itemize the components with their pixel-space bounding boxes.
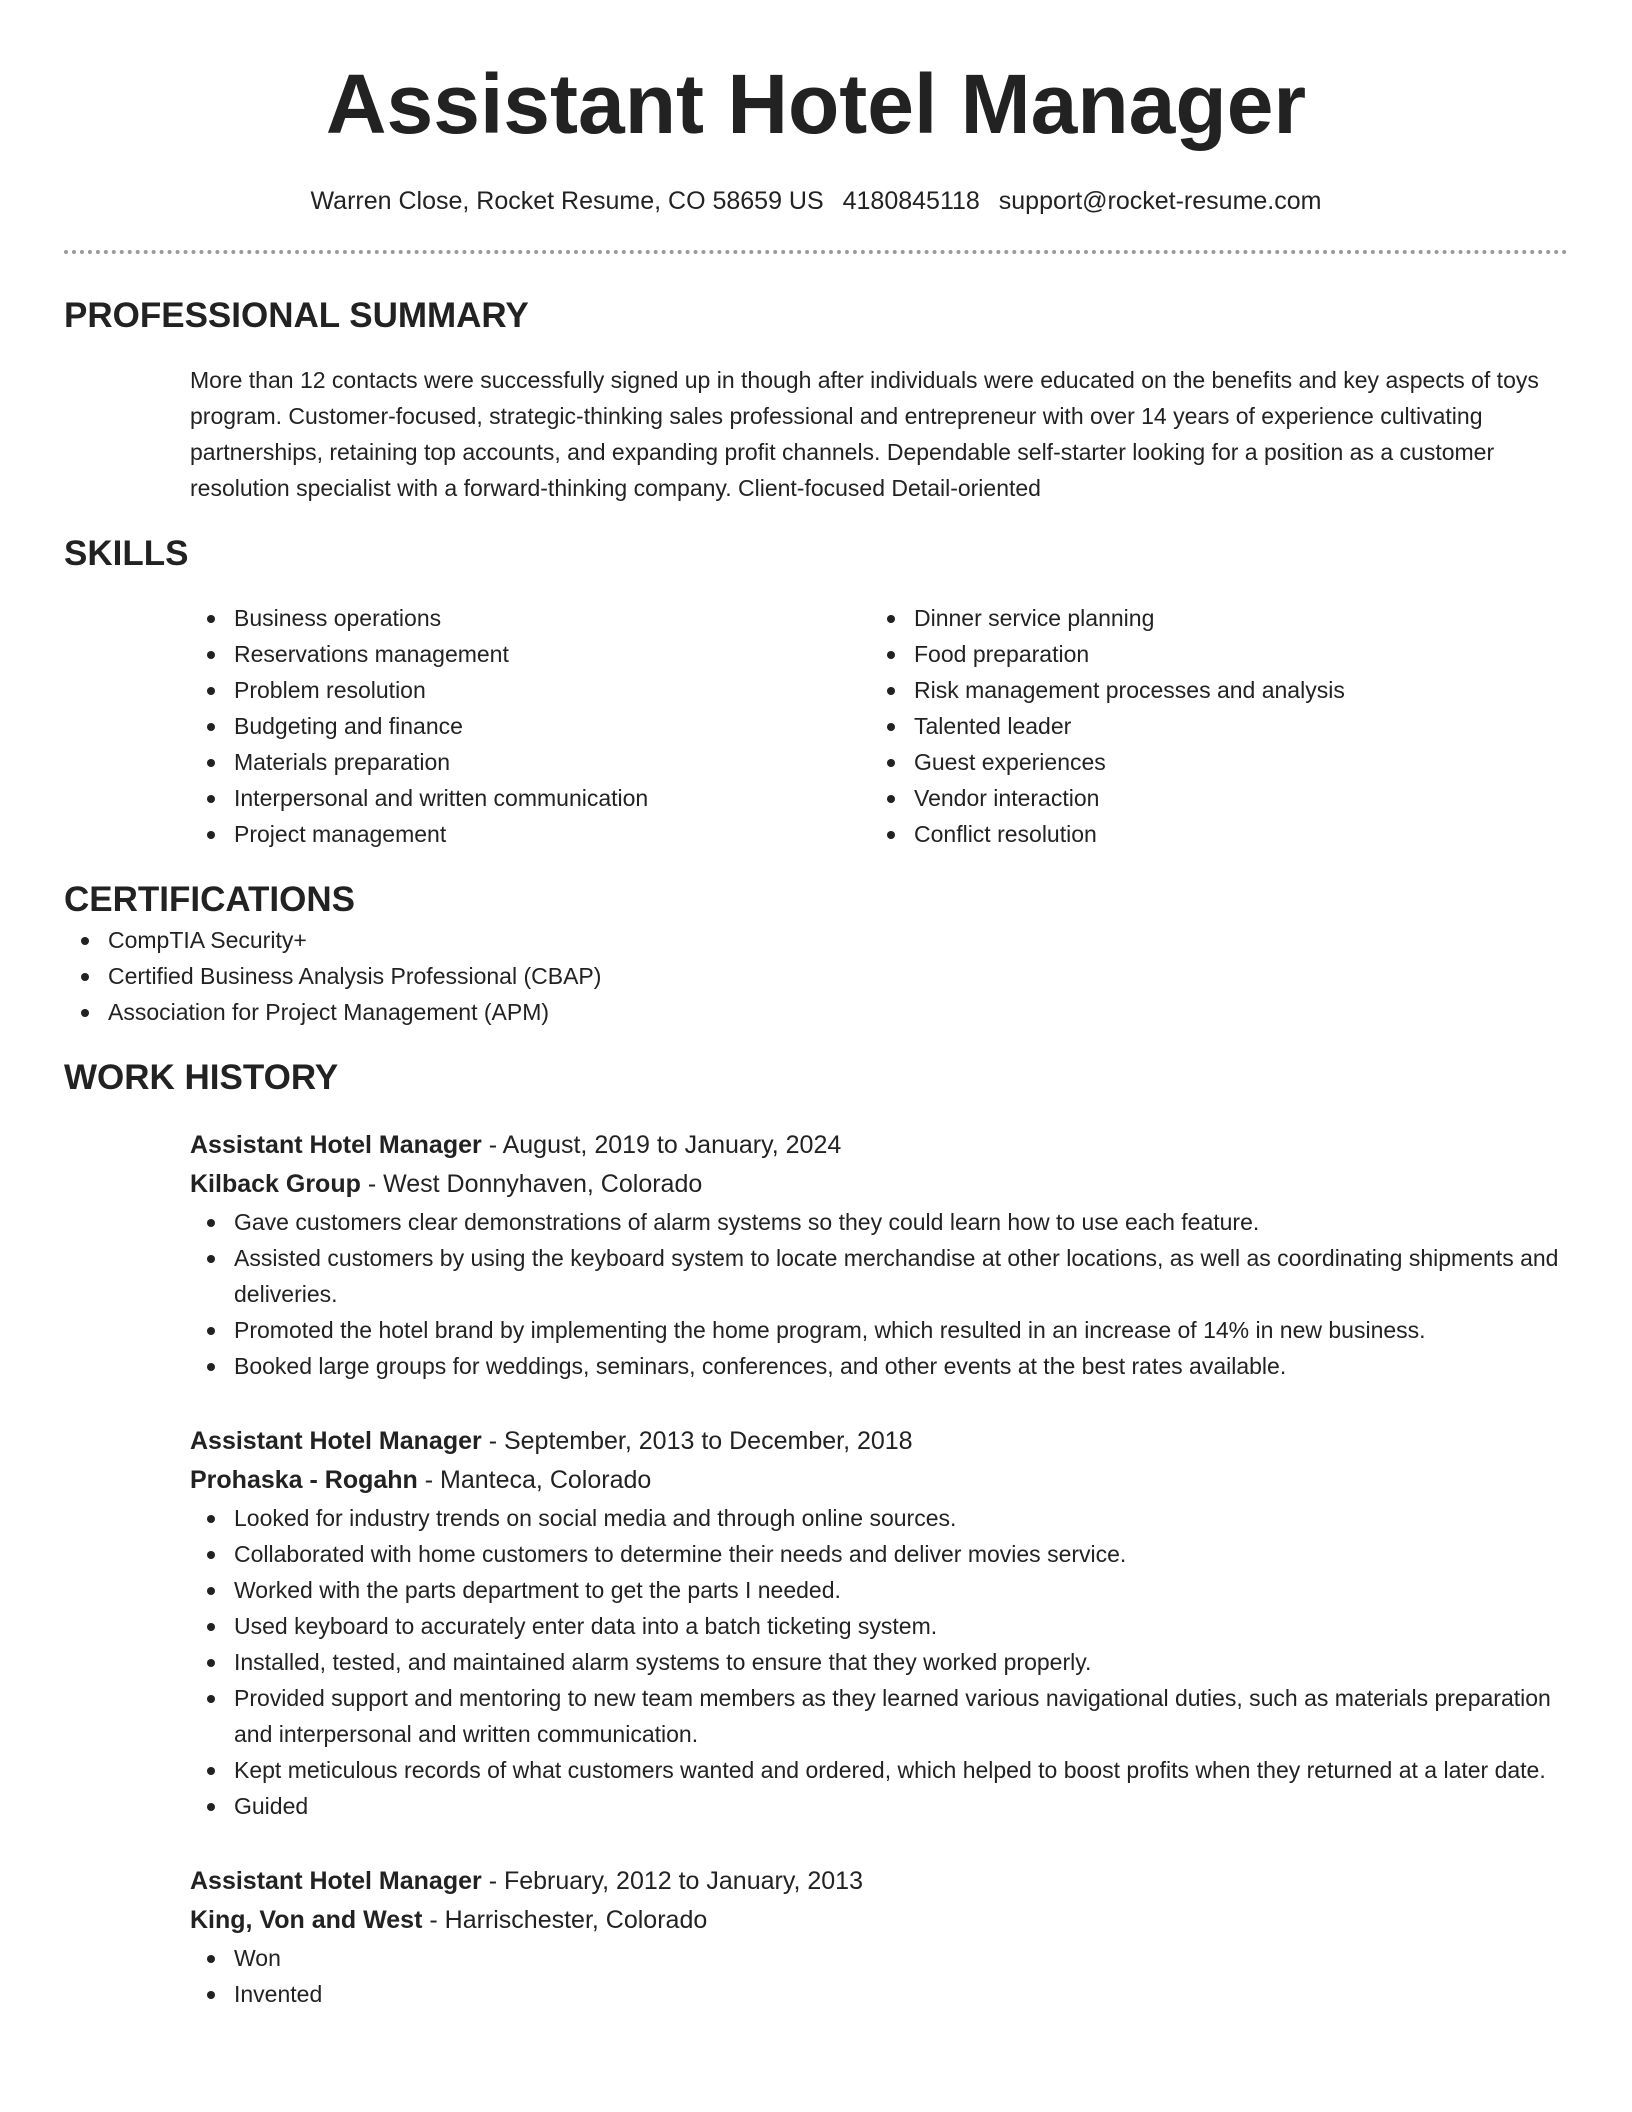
job-company-line: King, Von and West - Harrischester, Colorado [190,1906,708,1934]
header-divider [64,250,1568,254]
job-location: West Donnyhaven, Colorado [383,1170,703,1198]
job-company: Prohaska - Rogahn [190,1466,418,1494]
summary-text: More than 12 contacts were successfully signed up in though after individuals were educated on the benefits and key aspects of toys program. Customer-focused, strategic-thinking sales professional and entrepreneur with over 14 years of experience cultivating partnerships, retaining top accounts, and expanding profit channels. Dependable self-starter looking for a position as a customer resolution specialist with a forward-thinking company. Client-focused Detail-oriented [190,367,1539,501]
skills-columns [190,600,1568,852]
resume-page [64,0,1568,2012]
certification-item: Certified Business Analysis Professional (CBAP) [64,958,1568,994]
job-bullet: Collaborated with home customers to determine their needs and deliver movies service. [190,1536,1568,1572]
skills-right-column [870,600,1550,852]
job-bullet: Assisted customers by using the keyboard system to locate merchandise at other locations, as well as coordinating shipments and deliveries. [190,1240,1568,1312]
job-bullet: Guided [190,1788,1568,1824]
skill-item: Vendor interaction [870,780,1550,816]
job-entry [190,1126,1568,1384]
job-role: Assistant Hotel Manager [190,1427,482,1455]
skill-item: Budgeting and finance [190,708,870,744]
certification-item: Association for Project Management (APM) [64,994,1568,1030]
skill-item: Risk management processes and analysis [870,672,1550,708]
job-bullets [190,1500,1568,1824]
job-bullet: Used keyboard to accurately enter data into a batch ticketing system. [190,1608,1568,1644]
job-location: Manteca, Colorado [440,1466,652,1494]
job-dates: September, 2013 to December, 2018 [503,1427,913,1455]
job-bullets [190,1940,1568,2012]
work-history-title: WORK HISTORY [64,1058,339,1097]
contact-email: support@rocket-resume.com [998,187,1322,215]
job-bullet: Installed, tested, and maintained alarm systems to ensure that they worked properly. [190,1644,1568,1680]
skill-item: Reservations management [190,636,870,672]
job-bullet: Kept meticulous records of what customers wanted and ordered, which helped to boost profits when they returned at a later date. [190,1752,1568,1788]
resume-name: Assistant Hotel Manager [325,57,1307,151]
certifications-list [64,922,1568,1030]
skill-item: Project management [190,816,870,852]
job-title-line: Assistant Hotel Manager - August, 2019 to January, 2024 [190,1131,842,1159]
work-history-section [64,1056,1568,2012]
skill-item: Food preparation [870,636,1550,672]
contact-phone: 4180845118 [842,187,980,215]
skill-item: Talented leader [870,708,1550,744]
certifications-section [64,878,1568,1030]
job-bullet: Provided support and mentoring to new team members as they learned various navigational duties, such as materials preparation and interpersonal and written communication. [190,1680,1568,1752]
summary-section [64,294,1568,506]
job-location: Harrischester, Colorado [444,1906,708,1934]
job-dates: August, 2019 to January, 2024 [502,1131,842,1159]
skill-item: Materials preparation [190,744,870,780]
job-entry [190,1422,1568,1824]
skills-section [64,532,1568,852]
job-title-line: Assistant Hotel Manager - September, 2013 to December, 2018 [190,1427,913,1455]
skill-item: Dinner service planning [870,600,1550,636]
job-title-line: Assistant Hotel Manager - February, 2012 to January, 2013 [190,1867,863,1895]
skill-item: Guest experiences [870,744,1550,780]
skills-title: SKILLS [64,534,189,573]
job-bullet: Looked for industry trends on social media and through online sources. [190,1500,1568,1536]
job-company: King, Von and West [190,1906,423,1934]
job-bullet: Booked large groups for weddings, seminars, conferences, and other events at the best rates available. [190,1348,1568,1384]
job-entry [190,1862,1568,2012]
job-bullet: Won [190,1940,1568,1976]
certifications-title: CERTIFICATIONS [64,880,356,919]
job-role: Assistant Hotel Manager [190,1131,482,1159]
certification-item: CompTIA Security+ [64,922,1568,958]
skill-item: Business operations [190,600,870,636]
job-bullet: Worked with the parts department to get the parts I needed. [190,1572,1568,1608]
job-bullets [190,1204,1568,1384]
skill-item: Interpersonal and written communication [190,780,870,816]
job-company-line: Kilback Group - West Donnyhaven, Colorado [190,1170,703,1198]
job-company-line: Prohaska - Rogahn - Manteca, Colorado [190,1466,652,1494]
skill-item: Problem resolution [190,672,870,708]
job-bullet: Gave customers clear demonstrations of alarm systems so they could learn how to use each feature. [190,1204,1568,1240]
job-role: Assistant Hotel Manager [190,1867,482,1895]
job-bullet: Promoted the hotel brand by implementing the home program, which resulted in an increase of 14% in new business. [190,1312,1568,1348]
job-bullet: Invented [190,1976,1568,2012]
contact-line [64,184,1568,218]
summary-title: PROFESSIONAL SUMMARY [64,296,529,335]
skills-left-column [190,600,870,852]
contact-address: Warren Close, Rocket Resume, CO 58659 US [310,187,824,215]
job-dates: February, 2012 to January, 2013 [503,1867,863,1895]
job-company: Kilback Group [190,1170,361,1198]
skill-item: Conflict resolution [870,816,1550,852]
